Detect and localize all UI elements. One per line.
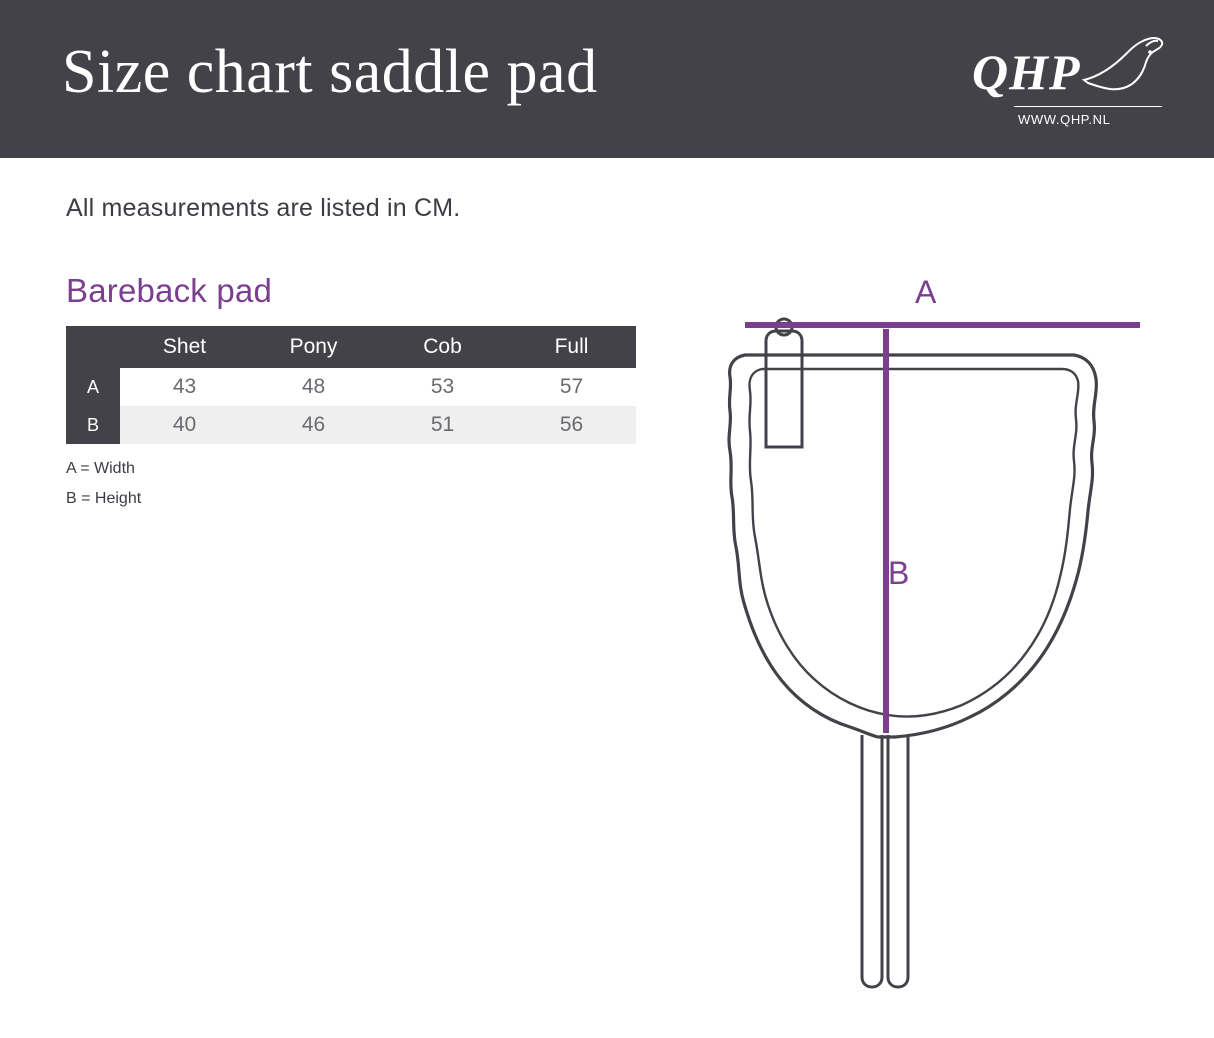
cell-b-shet: 40 [120, 406, 249, 444]
cell-b-pony: 46 [249, 406, 378, 444]
column-header-shet: Shet [120, 326, 249, 368]
cell-b-cob: 51 [378, 406, 507, 444]
legend-item-b: B = Height [66, 490, 142, 507]
saddle-pad-diagram [690, 265, 1190, 1005]
dimension-label-a: A [915, 274, 937, 310]
table-header [66, 326, 636, 368]
dimension-label-b: B [888, 555, 910, 591]
cell-a-pony: 48 [249, 368, 378, 406]
logo-wordmark: QHP [972, 44, 1081, 100]
horse-head-icon [1080, 36, 1164, 102]
cell-a-shet: 43 [120, 368, 249, 406]
legend-item-a: A = Width [66, 460, 135, 477]
column-header-full: Full [507, 326, 636, 368]
page-title: Size chart saddle pad [62, 38, 598, 106]
cell-a-full: 57 [507, 368, 636, 406]
row-label-b: B [66, 406, 120, 444]
cell-b-full: 56 [507, 406, 636, 444]
table-row [66, 406, 636, 444]
table-corner-cell [66, 326, 120, 368]
column-header-pony: Pony [249, 326, 378, 368]
section-title-bareback-pad: Bareback pad [66, 272, 273, 309]
logo-url: WWW.QHP.NL [1018, 112, 1111, 127]
table-row [66, 368, 636, 406]
size-chart-table [66, 326, 636, 444]
qhp-logo [972, 36, 1162, 128]
saddle-pad-outline-icon [690, 265, 1190, 1005]
measurement-units-note: All measurements are listed in CM. [66, 194, 461, 222]
column-header-cob: Cob [378, 326, 507, 368]
legend [66, 454, 141, 514]
table-body [66, 368, 636, 444]
row-label-a: A [66, 368, 120, 406]
table-header-row [66, 326, 636, 368]
logo-divider [1014, 106, 1162, 107]
cell-a-cob: 53 [378, 368, 507, 406]
page-header [0, 0, 1214, 158]
